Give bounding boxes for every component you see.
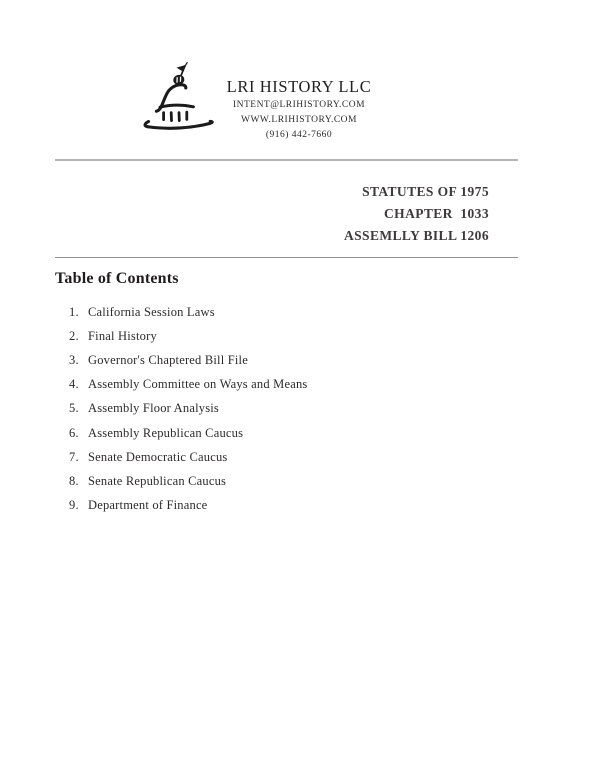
letterhead-text (200, 77, 398, 143)
toc-item-number: 9. (69, 498, 79, 513)
divider-bottom (55, 257, 518, 258)
toc-item (69, 324, 307, 348)
toc-item-number: 8. (69, 473, 79, 488)
toc-item (69, 348, 307, 372)
toc-item (69, 373, 307, 397)
toc-item-label: Department of Finance (88, 498, 208, 513)
toc-item-number: 6. (69, 425, 79, 440)
company-name: LRI HISTORY LLC (226, 77, 372, 96)
toc-item-label: Final History (88, 328, 157, 343)
toc-item-label: Governor's Chaptered Bill File (88, 352, 248, 367)
toc-item-number: 4. (69, 377, 79, 392)
toc-item-label: Assembly Republican Caucus (88, 425, 244, 440)
divider-top (55, 159, 518, 161)
toc-item-label: Assembly Floor Analysis (88, 401, 219, 416)
company-website: WWW.LRIHISTORY.COM (241, 115, 357, 125)
toc-item-number: 5. (69, 401, 79, 416)
toc-item (69, 494, 307, 518)
toc-title: Table of Contents (55, 270, 179, 287)
bill-reference-block (344, 181, 489, 247)
toc-item-label: California Session Laws (88, 304, 215, 319)
letterhead (0, 0, 600, 160)
toc-item-label: Senate Republican Caucus (88, 473, 227, 488)
toc-item (69, 421, 307, 445)
toc-list (69, 300, 307, 518)
company-phone: (916) 442-7660 (265, 130, 333, 140)
statutes-line: STATUTES OF 1975 (362, 184, 489, 199)
toc-item (69, 445, 307, 469)
toc-item-number: 1. (69, 304, 79, 319)
assembly-bill-line: ASSEMLLY BILL 1206 (343, 228, 489, 243)
toc-item (69, 469, 307, 493)
chapter-line: CHAPTER 1033 (384, 206, 489, 221)
company-email: INTENT@LRIHISTORY.COM (232, 100, 366, 110)
toc-item-number: 2. (69, 328, 79, 343)
toc-item (69, 300, 307, 324)
toc-item-label: Senate Democratic Caucus (88, 449, 228, 464)
toc-item-number: 3. (69, 352, 79, 367)
toc-item (69, 397, 307, 421)
toc-item-label: Assembly Committee on Ways and Means (88, 377, 308, 392)
toc-item-number: 7. (69, 449, 79, 464)
